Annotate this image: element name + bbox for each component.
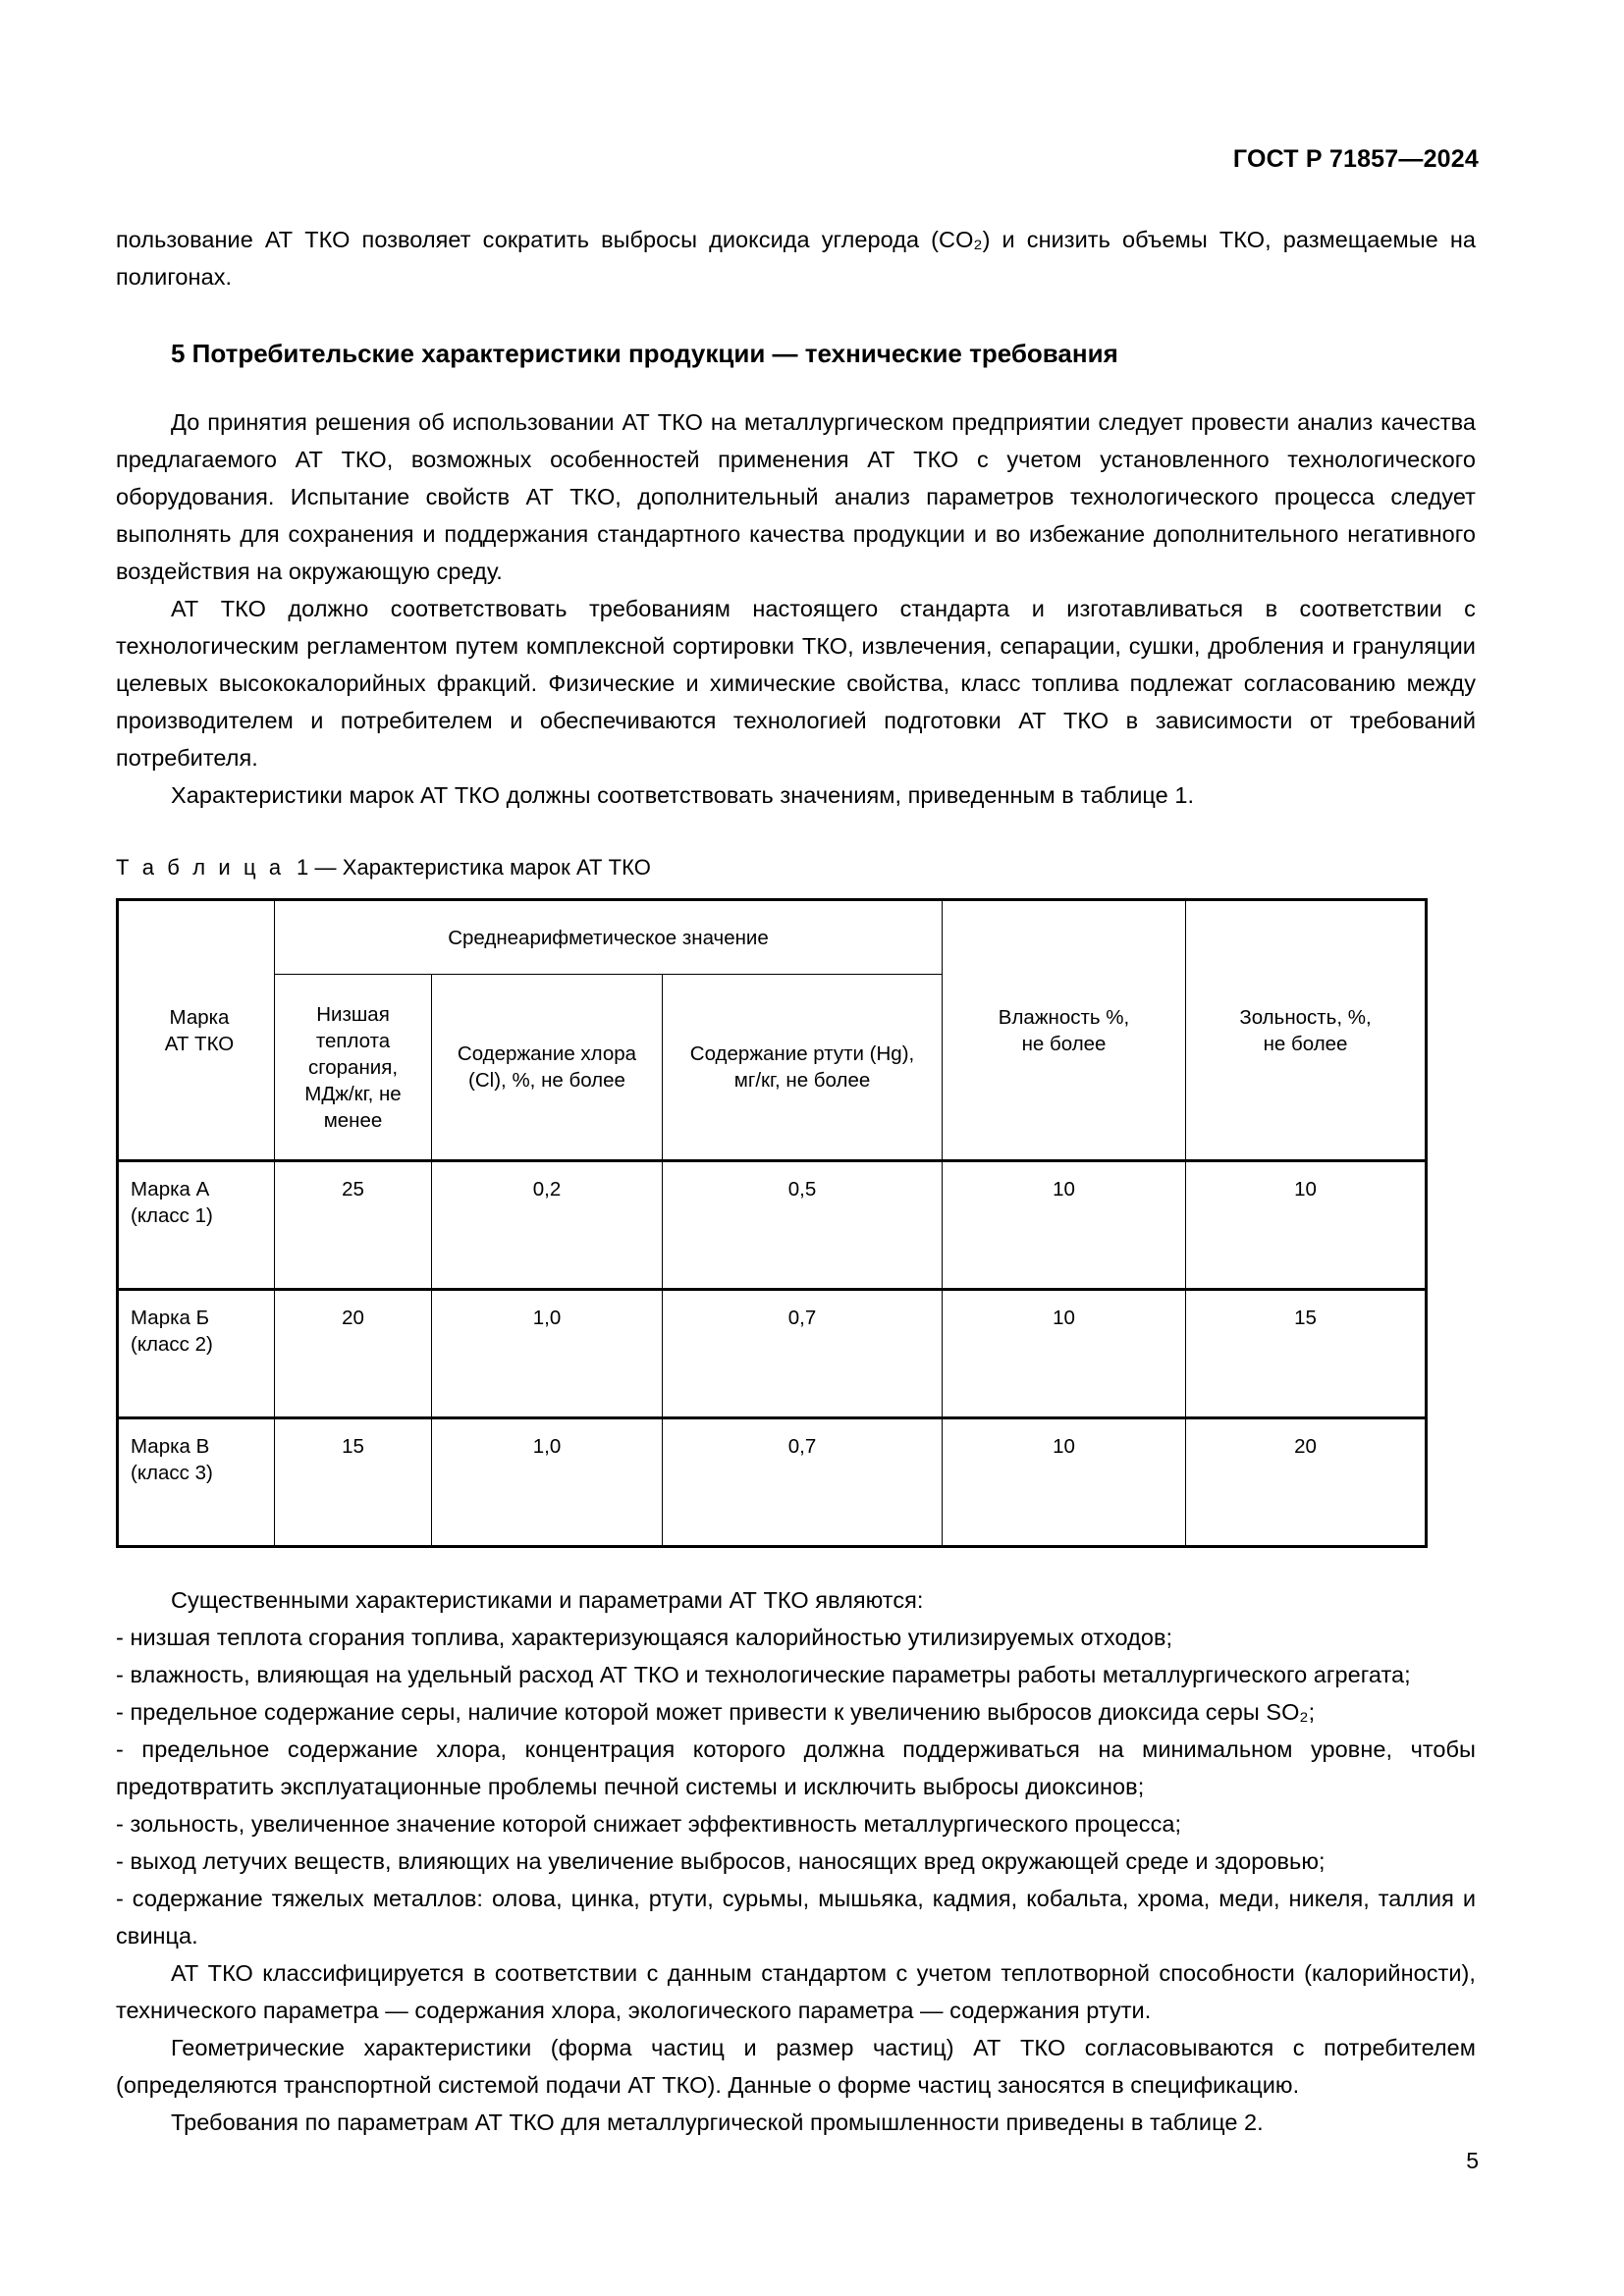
paragraph-geometric-characteristics: Геометрические характеристики (форма частиц и размер частиц) АТ ТКО согласовываются с потребителем (определяются транспортной системой подачи АТ ТКО). Данные о форме частиц заносятся в спецификацию. bbox=[116, 2035, 1476, 2098]
page-content bbox=[116, 221, 1476, 2141]
cell-ash-b: 15 bbox=[1186, 1290, 1427, 1418]
cell-chlorine-v: 1,0 bbox=[432, 1418, 663, 1547]
cell-heat-v: 15 bbox=[275, 1418, 432, 1547]
cell-heat-a: 25 bbox=[275, 1161, 432, 1290]
header-cell-ash: Зольность, %, не более bbox=[1186, 900, 1427, 1161]
header-cell-humidity: Влажность %, не более bbox=[943, 900, 1186, 1161]
cell-mark-a: Марка А (класс 1) bbox=[118, 1161, 275, 1290]
paragraph-classification: АТ ТКО классифицируется в соответствии с данным стандартом с учетом теплотворной способности (калорийности), технического параметра — содержания хлора, экологического параметра — содержания ртути. bbox=[116, 1960, 1476, 2023]
cell-heat-b: 20 bbox=[275, 1290, 432, 1418]
header-cell-lower-heating-value: Низшая теплота сгорания, МДж/кг, не менее bbox=[275, 975, 432, 1161]
header-cell-mark: Марка АТ ТКО bbox=[118, 900, 275, 1161]
paragraph-requirements-table2: Требования по параметрам АТ ТКО для металлургической промышленности приведены в таблице 2. bbox=[171, 2109, 1264, 2135]
paragraph-body-2: АТ ТКО должно соответствовать требованиям настоящего стандарта и изготавливаться в соответствии с технологическим регламентом путем комплексной сортировки ТКО, извлечения, сепарации, сушки, дробления и грануляции целевых высококалорийных фракций. Физические и химические свойства, класс топлива подлежат согласованию между производителем и потребителем и обеспечиваются технологией подготовки АТ ТКО в зависимости от требований потребителя. bbox=[116, 596, 1476, 771]
table-header-row-group bbox=[118, 900, 1427, 975]
table-row bbox=[118, 1290, 1427, 1418]
page-number: 5 bbox=[1466, 2148, 1479, 2173]
cell-ash-v: 20 bbox=[1186, 1418, 1427, 1547]
paragraph-body-3: Характеристики марок АТ ТКО должны соответствовать значениям, приведенным в таблице 1. bbox=[171, 782, 1195, 808]
table-1-caption bbox=[116, 814, 1476, 898]
cell-chlorine-a: 0,2 bbox=[432, 1161, 663, 1290]
cell-mercury-a: 0,5 bbox=[663, 1161, 943, 1290]
cell-mark-b: Марка Б (класс 2) bbox=[118, 1290, 275, 1418]
header-cell-mercury-content: Содержание ртути (Hg), мг/кг, не более bbox=[663, 975, 943, 1161]
list-item: - зольность, увеличенное значение которой снижает эффективность металлургического процесса; bbox=[116, 1811, 1182, 1837]
header-cell-mean-value: Среднеарифметическое значение bbox=[275, 900, 943, 975]
list-item: - предельное содержание серы, наличие которой может привести к увеличению выбросов диоксида серы SO₂; bbox=[116, 1699, 1316, 1725]
section-heading-5: 5 Потребительские характеристики продукции — технические требования bbox=[171, 339, 1118, 368]
table-caption-label: Т а б л и ц а bbox=[116, 855, 285, 880]
table-caption-number: 1 bbox=[297, 855, 309, 880]
cell-humidity-v: 10 bbox=[943, 1418, 1186, 1547]
cell-mercury-v: 0,7 bbox=[663, 1418, 943, 1547]
table-row bbox=[118, 1161, 1427, 1290]
cell-chlorine-b: 1,0 bbox=[432, 1290, 663, 1418]
cell-humidity-a: 10 bbox=[943, 1161, 1186, 1290]
cell-mercury-b: 0,7 bbox=[663, 1290, 943, 1418]
list-item: - низшая теплота сгорания топлива, характеризующаяся калорийностью утилизируемых отходов; bbox=[116, 1625, 1173, 1650]
paragraph-essential-characteristics-lead: Существенными характеристиками и параметрами АТ ТКО являются: bbox=[171, 1587, 924, 1613]
list-item: - выход летучих веществ, влияющих на увеличение выбросов, наносящих вред окружающей среде и здоровью; bbox=[116, 1848, 1326, 1874]
cell-mark-v: Марка В (класс 3) bbox=[118, 1418, 275, 1547]
table-row bbox=[118, 1418, 1427, 1547]
list-item: - предельное содержание хлора, концентрация которого должна поддерживаться на минимальном уровне, чтобы предотвратить эксплуатационные проблемы печной системы и исключить выбросы диоксинов; bbox=[116, 1736, 1476, 1799]
table-characteristics-at-tko bbox=[116, 898, 1428, 1548]
cell-ash-a: 10 bbox=[1186, 1161, 1427, 1290]
page-header-standard-number: ГОСТ Р 71857—2024 bbox=[1232, 145, 1479, 173]
essential-characteristics-list bbox=[116, 1619, 1476, 1954]
after-table-content bbox=[116, 1548, 1476, 2141]
paragraph-continued-intro: пользование АТ ТКО позволяет сократить выбросы диоксида углерода (CO₂) и снизить объемы ТКО, размещаемые на полигонах. bbox=[116, 227, 1476, 290]
list-item: - влажность, влияющая на удельный расход АТ ТКО и технологические параметры работы металлургического агрегата; bbox=[116, 1662, 1411, 1687]
header-cell-chlorine-content: Содержание хлора (Cl), %, не более bbox=[432, 975, 663, 1161]
table-caption-title: — Характеристика марок АТ ТКО bbox=[308, 855, 651, 880]
list-item: - содержание тяжелых металлов: олова, цинка, ртути, сурьмы, мышьяка, кадмия, кобальта, хрома, меди, никеля, таллия и свинца. bbox=[116, 1886, 1476, 1949]
paragraph-body-1: До принятия решения об использовании АТ ТКО на металлургическом предприятии следует провести анализ качества предлагаемого АТ ТКО, возможных особенностей применения АТ ТКО с учетом установленного технологического оборудования. Испытание свойств АТ ТКО, дополнительный анализ параметров технологического процесса следует выполнять для сохранения и поддержания стандартного качества продукции и во избежание дополнительного негативного воздействия на окружающую среду. bbox=[116, 409, 1476, 584]
cell-humidity-b: 10 bbox=[943, 1290, 1186, 1418]
